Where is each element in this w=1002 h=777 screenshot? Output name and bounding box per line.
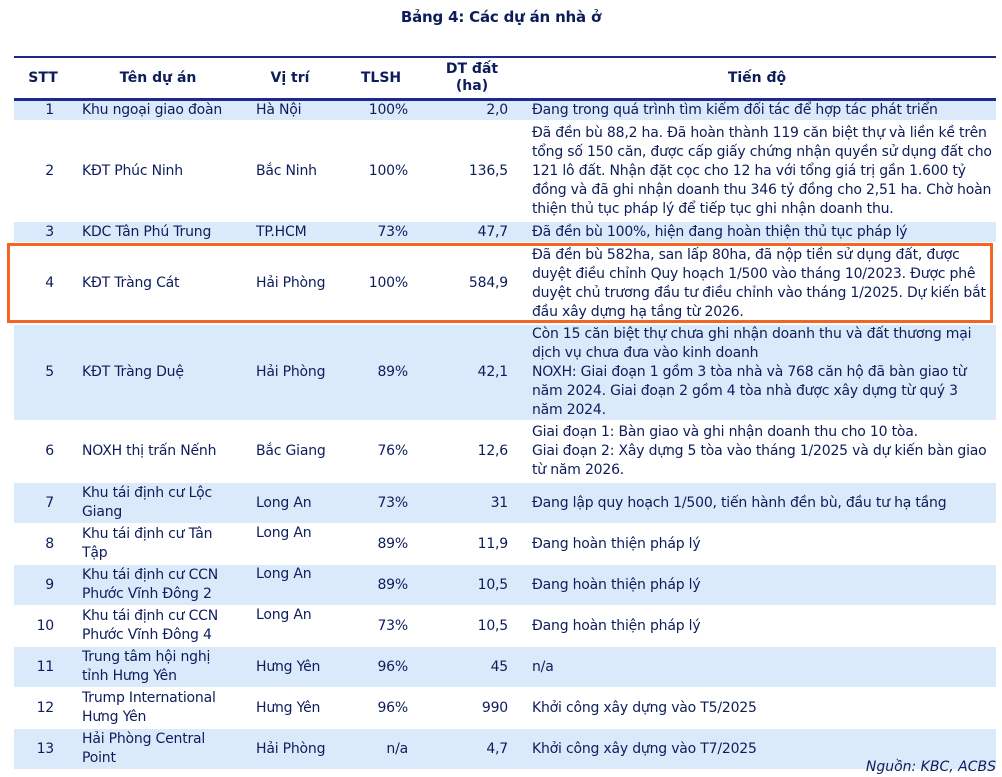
row-area: 136,5 (426, 121, 518, 222)
row-name: NOXH thị trấn Nếnh (72, 421, 244, 483)
row-area: 47,7 (426, 222, 518, 243)
row-location: Long An (244, 524, 336, 565)
row-tlsh: 100% (336, 243, 426, 325)
row-stt: 12 (14, 688, 72, 729)
row-name: KĐT Phúc Ninh (72, 121, 244, 222)
table-row (14, 524, 996, 565)
header-area-line2: (ha) (455, 78, 489, 94)
row-progress: Đang hoàn thiện pháp lý (518, 606, 996, 647)
row-location: Long An (244, 565, 336, 606)
row-tlsh: 89% (336, 524, 426, 565)
row-progress-line1: Còn 15 căn biệt thự chưa ghi nhận doanh thu và đất thương mại dịch vụ chưa đưa vào kinh doanh (532, 326, 972, 361)
table-row (14, 121, 996, 222)
header-progress: Tiến độ (518, 57, 996, 100)
row-progress-line2: NOXH: Giai đoạn 1 gồm 3 tòa nhà và 768 căn hộ đã bàn giao từ năm 2024. Giai đoạn 2 gồm 4 tòa nhà được xây dựng từ quý 3 năm 2024. (532, 364, 967, 418)
projects-table (14, 56, 996, 770)
row-progress: Đã đền bù 100%, hiện đang hoàn thiện thủ tục pháp lý (518, 222, 996, 243)
row-stt: 11 (14, 647, 72, 688)
row-location: Hà Nội (244, 100, 336, 121)
table-row (14, 565, 996, 606)
row-area: 4,7 (426, 729, 518, 770)
row-progress: Đang hoàn thiện pháp lý (518, 565, 996, 606)
row-name: KĐT Tràng Cát (72, 243, 244, 325)
row-progress-line1: Giai đoạn 1: Bàn giao và ghi nhận doanh thu cho 10 tòa. (532, 424, 918, 440)
row-name: Khu tái định cư CCN Phước Vĩnh Đông 4 (72, 606, 244, 647)
row-stt: 5 (14, 325, 72, 421)
row-name: Hải Phòng Central Point (72, 729, 244, 770)
row-progress: Đã đền bù 88,2 ha. Đã hoàn thành 119 căn biệt thự và liền kề trên tổng số 150 căn, được cấp giấy chứng nhận quyền sử dụng đất cho 121 lô đất. Nhận đặt cọc cho 12 ha với tổng giá trị gần 1.600 tỷ đồng và đã ghi nhận doanh thu 346 tỷ đồng cho 2,51 ha. Chờ hoàn thiện thủ tục pháp lý để tiếp tục ghi nhận doanh thu. (518, 121, 996, 222)
row-name: Khu ngoại giao đoàn (72, 100, 244, 121)
row-area: 584,9 (426, 243, 518, 325)
table-row (14, 483, 996, 524)
row-stt: 4 (14, 243, 72, 325)
row-location: Bắc Giang (244, 421, 336, 483)
row-area: 45 (426, 647, 518, 688)
projects-table-container (14, 56, 996, 770)
row-location: Hưng Yên (244, 647, 336, 688)
row-stt: 2 (14, 121, 72, 222)
row-location: Hải Phòng (244, 325, 336, 421)
row-tlsh: 96% (336, 647, 426, 688)
row-progress: Đang hoàn thiện pháp lý (518, 524, 996, 565)
row-location: Long An (244, 483, 336, 524)
row-name: Khu tái định cư Tân Tập (72, 524, 244, 565)
row-area: 10,5 (426, 606, 518, 647)
table-row (14, 729, 996, 770)
row-stt: 6 (14, 421, 72, 483)
row-name: Khu tái định cư Lộc Giang (72, 483, 244, 524)
row-location: TP.HCM (244, 222, 336, 243)
row-tlsh: 96% (336, 688, 426, 729)
row-tlsh: 73% (336, 483, 426, 524)
table-row (14, 606, 996, 647)
row-tlsh: n/a (336, 729, 426, 770)
row-tlsh: 89% (336, 565, 426, 606)
table-row (14, 222, 996, 243)
row-area: 31 (426, 483, 518, 524)
row-name: Khu tái định cư CCN Phước Vĩnh Đông 2 (72, 565, 244, 606)
table-title: Bảng 4: Các dự án nhà ở (400, 8, 602, 26)
row-progress: Đang lập quy hoạch 1/500, tiến hành đền bù, đầu tư hạ tầng (518, 483, 996, 524)
table-row (14, 243, 996, 325)
table-row (14, 421, 996, 483)
row-progress: Khởi công xây dựng vào T5/2025 (518, 688, 996, 729)
header-name: Tên dự án (72, 57, 244, 100)
row-progress: n/a (518, 647, 996, 688)
row-area: 12,6 (426, 421, 518, 483)
row-stt: 1 (14, 100, 72, 121)
row-progress: Đã đền bù 582ha, san lấp 80ha, đã nộp tiền sử dụng đất, được duyệt điều chỉnh Quy hoạch 1/500 vào tháng 10/2023. Được phê duyệt chủ trương đầu tư điều chỉnh vào tháng 1/2025. Dự kiến bắt đầu xây dựng hạ tầng từ 2026. (518, 243, 996, 325)
header-stt: STT (14, 57, 72, 100)
header-area (426, 57, 518, 100)
row-location: Hải Phòng (244, 243, 336, 325)
row-location: Bắc Ninh (244, 121, 336, 222)
table-row (14, 100, 996, 121)
header-area-line1: DT đất (445, 61, 499, 77)
row-location: Long An (244, 606, 336, 647)
table-row (14, 688, 996, 729)
row-area: 11,9 (426, 524, 518, 565)
table-row (14, 647, 996, 688)
row-tlsh: 89% (336, 325, 426, 421)
row-progress (518, 325, 996, 421)
header-tlsh: TLSH (336, 57, 426, 100)
row-stt: 7 (14, 483, 72, 524)
row-name: KĐT Tràng Duệ (72, 325, 244, 421)
header-location: Vị trí (244, 57, 336, 100)
row-tlsh: 73% (336, 606, 426, 647)
row-tlsh: 76% (336, 421, 426, 483)
row-stt: 9 (14, 565, 72, 606)
row-progress: Khởi công xây dựng vào T7/2025 (518, 729, 996, 770)
row-stt: 10 (14, 606, 72, 647)
row-area: 42,1 (426, 325, 518, 421)
row-area: 2,0 (426, 100, 518, 121)
row-tlsh: 73% (336, 222, 426, 243)
row-stt: 8 (14, 524, 72, 565)
row-tlsh: 100% (336, 100, 426, 121)
row-progress: Đang trong quá trình tìm kiếm đối tác để hợp tác phát triển (518, 100, 996, 121)
row-area: 10,5 (426, 565, 518, 606)
source-note: Nguồn: KBC, ACBS (865, 759, 996, 775)
row-progress (518, 421, 996, 483)
row-area: 990 (426, 688, 518, 729)
row-name: KDC Tân Phú Trung (72, 222, 244, 243)
row-location: Hải Phòng (244, 729, 336, 770)
table-row (14, 325, 996, 421)
row-progress-line2: Giai đoạn 2: Xây dựng 5 tòa vào tháng 1/2025 và dự kiến bàn giao từ năm 2026. (532, 443, 987, 478)
row-stt: 13 (14, 729, 72, 770)
row-name: Trump International Hưng Yên (72, 688, 244, 729)
row-tlsh: 100% (336, 121, 426, 222)
table-header-row (14, 57, 996, 100)
row-stt: 3 (14, 222, 72, 243)
row-name: Trung tâm hội nghị tỉnh Hưng Yên (72, 647, 244, 688)
row-location: Hưng Yên (244, 688, 336, 729)
